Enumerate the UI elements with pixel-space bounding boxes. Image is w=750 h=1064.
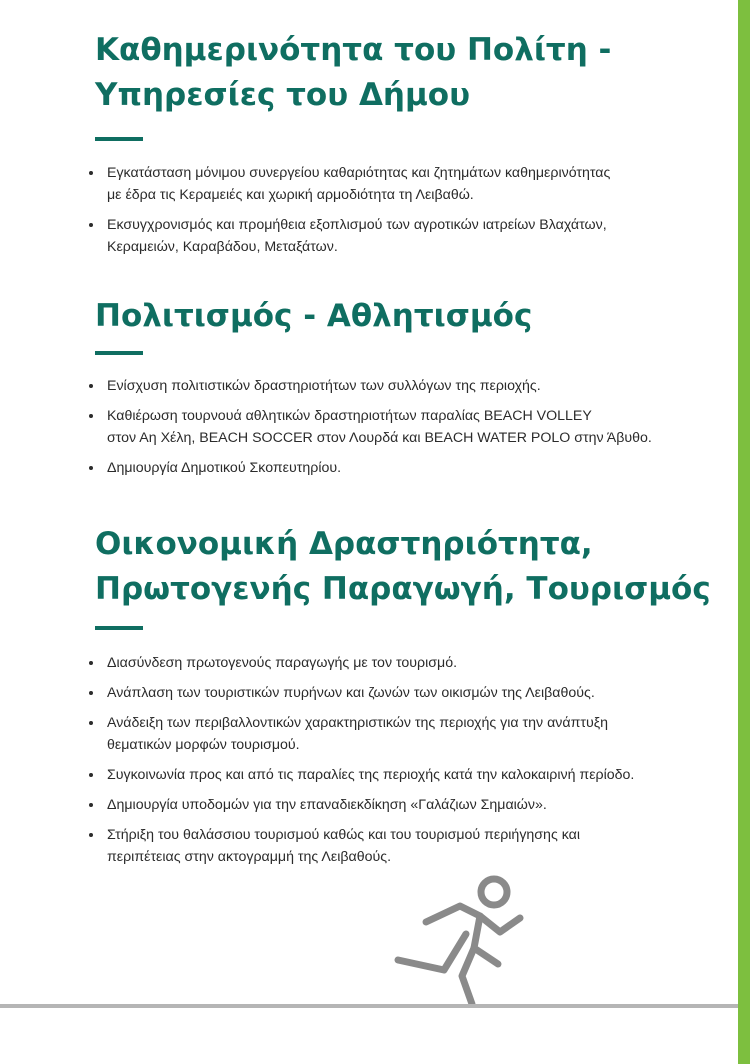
title-underline bbox=[95, 351, 143, 355]
list-item: Συγκοινωνία προς και από τις παραλίες της περιοχής κατά την καλοκαιρινή περίοδο. bbox=[95, 764, 715, 786]
title-underline bbox=[95, 626, 143, 630]
section-title: Οικονομική Δραστηριότητα, Πρωτογενής Παραγωγή, Τουρισμός bbox=[95, 526, 711, 607]
section-title: Καθημερινότητα του Πολίτη - Υπηρεσίες του Δήμου bbox=[95, 32, 612, 113]
section-culture-sports bbox=[95, 294, 715, 487]
green-edge-bar bbox=[738, 0, 750, 1064]
title-underline bbox=[95, 137, 143, 141]
list-item: Στήριξη του θαλάσσιου τουρισμού καθώς και του τουρισμού περιήγησης και περιπέτειας στην ακτογραμμή της Λειβαθούς. bbox=[95, 824, 715, 868]
list-item: Διασύνδεση πρωτογενούς παραγωγής με τον τουρισμό. bbox=[95, 652, 715, 674]
running-person-icon bbox=[382, 872, 528, 1012]
list-item: Καθιέρωση τουρνουά αθλητικών δραστηριοτήτων παραλίας BEACH VOLLEY στον Αη Χέλη, BEACH SOCCER στον Λουρδά και BEACH WATER POLO στην Άβυθο. bbox=[95, 405, 715, 449]
section-economy-tourism bbox=[95, 522, 715, 876]
footer-divider-line bbox=[0, 1004, 738, 1008]
list-item: Εγκατάσταση μόνιμου συνεργείου καθαριότητας και ζητημάτων καθημερινότητας με έδρα τις Κεραμειές και χωρική αρμοδιότητα τη Λειβαθώ. bbox=[95, 162, 715, 206]
list-item: Ανάδειξη των περιβαλλοντικών χαρακτηριστικών της περιοχής για την ανάπτυξη θεματικών μορφών τουρισμού. bbox=[95, 712, 715, 756]
section-title: Πολιτισμός - Αθλητισμός bbox=[95, 298, 533, 334]
list-item: Ανάπλαση των τουριστικών πυρήνων και ζωνών των οικισμών της Λειβαθούς. bbox=[95, 682, 715, 704]
list-item: Δημιουργία υποδομών για την επαναδιεκδίκηση «Γαλάζιων Σημαιών». bbox=[95, 794, 715, 816]
list-item: Ενίσχυση πολιτιστικών δραστηριοτήτων των συλλόγων της περιοχής. bbox=[95, 375, 715, 397]
section-citizen-services bbox=[95, 28, 715, 266]
bullet-list bbox=[95, 652, 715, 868]
bullet-list bbox=[95, 162, 715, 258]
list-item: Δημιουργία Δημοτικού Σκοπευτηρίου. bbox=[95, 457, 715, 479]
bullet-list bbox=[95, 375, 715, 479]
list-item: Εκσυγχρονισμός και προμήθεια εξοπλισμού των αγροτικών ιατρείων Βλαχάτων, Κεραμειών, Καραβάδου, Μεταξάτων. bbox=[95, 214, 715, 258]
